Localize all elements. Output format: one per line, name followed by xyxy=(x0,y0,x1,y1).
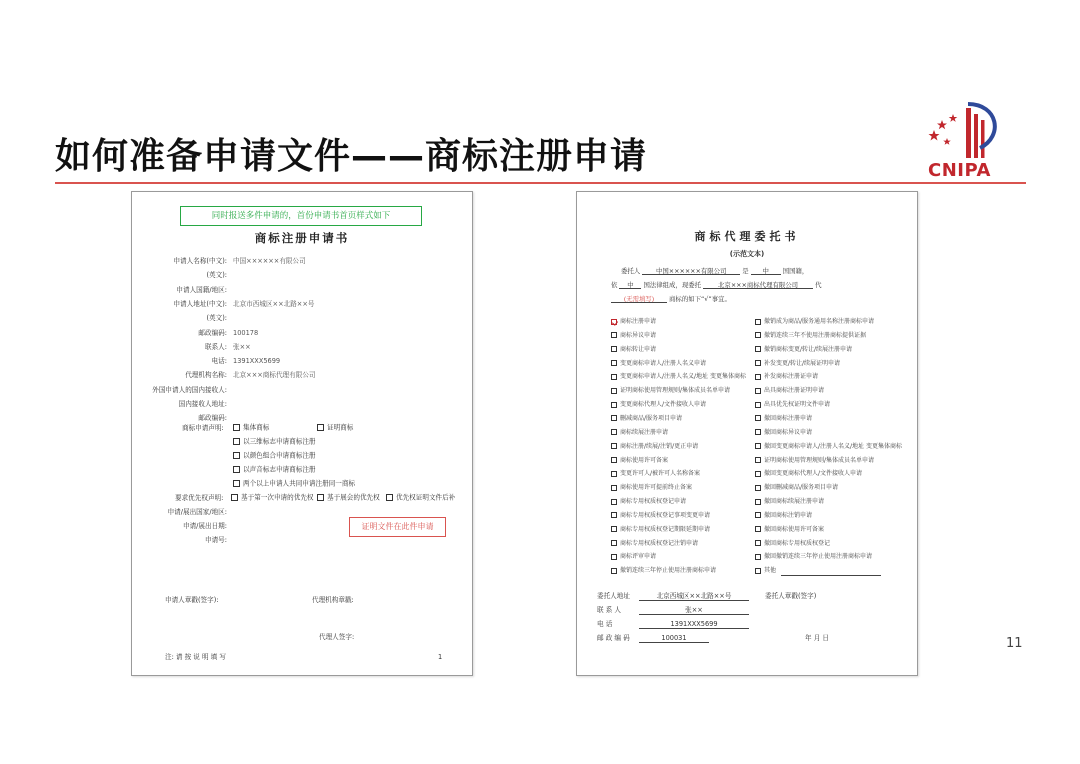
poa-item-label: 商标专用权质权登记申请 xyxy=(620,498,687,506)
poa-item[interactable] xyxy=(611,316,656,324)
poa-item-label: 撤销连续三年不使用注册商标提供证据 xyxy=(764,331,867,339)
poa-phone-value: 1391XXX5699 xyxy=(639,621,749,629)
form-field-row xyxy=(132,258,472,267)
checkbox[interactable] xyxy=(611,402,617,408)
poa-item[interactable] xyxy=(755,330,866,338)
poa-item[interactable] xyxy=(755,385,824,393)
poa-item[interactable] xyxy=(755,371,818,379)
poa-item-label: 撤销商标变更/转让/续展注册申请 xyxy=(764,345,853,353)
form-field-row xyxy=(132,315,472,324)
poa-item-label: 撤回撤销连续三年停止使用注册商标申请 xyxy=(764,553,873,561)
agency-power-of-attorney xyxy=(576,191,918,676)
slide-title: 如何准备申请文件——商标注册申请 xyxy=(55,136,648,177)
form-field-row xyxy=(132,358,472,367)
poa-item-label: 出具商标注册证明申请 xyxy=(764,387,825,395)
field-value[interactable]: 中国××××××有限公司 xyxy=(233,257,306,265)
poa-phone-label: 电 话 xyxy=(597,620,613,628)
field-label: 邮政编码: xyxy=(198,328,227,337)
checkbox[interactable] xyxy=(611,568,617,574)
form-field-row xyxy=(132,272,472,281)
type-label: 商标申请声明: xyxy=(182,424,224,432)
applicant-signature: 申请人章戳(签字): xyxy=(165,596,219,604)
poa-item-label: 商标专用权质权登记注销申请 xyxy=(620,539,699,547)
checkbox[interactable] xyxy=(755,332,761,338)
poa-line-3: (无需填写) 商标的如下“√”事宜。 xyxy=(611,296,731,303)
poa-item-label: 证明商标使用管理规则/集体成员名单申请 xyxy=(764,456,875,464)
poa-item-label: 撤回商标专用权质权登记 xyxy=(764,539,831,547)
lower-field-date: 申请/展出日期: xyxy=(182,522,227,530)
checkbox[interactable] xyxy=(755,443,761,449)
poa-item[interactable] xyxy=(755,551,872,559)
poa-item-label: 变更商标申请人/注册人名义/地址 变更集体商标 xyxy=(620,373,746,381)
field-label: 国内接收人地址: xyxy=(178,400,227,408)
poa-item[interactable] xyxy=(611,551,656,559)
priority-label: 要求优先权声明: xyxy=(175,494,224,502)
poa-item[interactable] xyxy=(755,482,838,490)
title-divider xyxy=(55,182,1026,184)
poa-item-label: 撤回删减商品/服务项目申请 xyxy=(764,484,839,492)
lower-field-number: 申请号: xyxy=(204,536,227,544)
logo-text: CNIPA xyxy=(928,160,991,181)
field-label: 申请人地址(中文): xyxy=(173,299,227,308)
checkbox[interactable] xyxy=(755,388,761,394)
poa-item[interactable] xyxy=(611,510,710,518)
form-field-row xyxy=(132,287,472,296)
form-field-row xyxy=(132,415,472,424)
poa-item-label: 补发商标注册证申请 xyxy=(764,373,819,381)
checkbox[interactable] xyxy=(755,346,761,352)
checkbox[interactable] xyxy=(233,452,240,459)
field-label: (英文): xyxy=(206,271,227,280)
poa-item-label: 商标续展注册申请 xyxy=(620,428,669,436)
lower-field-country: 申请/展出国家/地区: xyxy=(167,508,227,516)
poa-item-label: 商标注册/续展/注销/更正申请 xyxy=(620,442,699,450)
notice-box: 同时报送多件申请的，首份申请书首页样式如下 xyxy=(180,206,422,226)
poa-line-1: 委托人 中国××××××有限公司 是 中 国国籍， xyxy=(621,267,809,275)
poa-item-label: 变更许可人/被许可人名称备案 xyxy=(620,470,701,478)
field-label: 代理机构名称: xyxy=(185,371,227,380)
other-underline xyxy=(781,575,881,576)
checkbox[interactable] xyxy=(755,526,761,532)
poa-line-2: 依 中 国法律组成，现委托 北京×××商标代理有限公司 代 xyxy=(611,281,822,289)
poa-item[interactable] xyxy=(611,330,656,338)
poa-item[interactable] xyxy=(611,482,692,490)
field-value[interactable]: 100178 xyxy=(233,328,259,337)
poa-contact-label: 联 系 人 xyxy=(597,606,621,614)
poa-item-label: 商标转让申请 xyxy=(620,345,657,353)
poa-item[interactable] xyxy=(755,427,812,435)
checkbox[interactable] xyxy=(755,540,761,546)
checkbox[interactable] xyxy=(755,485,761,491)
poa-postcode-label: 邮 政 编 码 xyxy=(597,634,630,642)
form-field-row xyxy=(132,301,472,310)
form-footer-note: 注: 请 按 说 明 填 写 xyxy=(165,653,226,661)
checkbox[interactable] xyxy=(755,429,761,435)
type-option-certification[interactable]: 证明商标 xyxy=(317,424,353,433)
checkbox[interactable] xyxy=(611,485,617,491)
checkbox[interactable] xyxy=(755,554,761,560)
poa-item-label: 商标注册申请 xyxy=(620,318,657,325)
agency-seal: 代理机构章戳: xyxy=(312,596,354,604)
field-value[interactable]: 张×× xyxy=(233,342,251,351)
poa-item-label: 撤回商标注销申请 xyxy=(764,511,813,519)
checkbox[interactable] xyxy=(611,429,617,435)
checkbox[interactable] xyxy=(611,360,617,366)
checkbox[interactable] xyxy=(755,568,761,574)
poa-item[interactable] xyxy=(611,371,746,379)
poa-item[interactable] xyxy=(611,565,716,573)
checkbox[interactable] xyxy=(611,415,617,421)
field-label: 邮政编码: xyxy=(198,414,227,423)
poa-item-label: 撤回商标续展注册申请 xyxy=(764,498,825,506)
poa-item[interactable] xyxy=(755,344,852,352)
form-field-row xyxy=(132,330,472,339)
poa-date: 年 月 日 xyxy=(805,634,829,642)
type-option-collective[interactable]: 集体商标 xyxy=(233,424,269,433)
poa-item-label: 变更商标申请人/注册人名义申请 xyxy=(620,359,707,367)
field-label: (英文): xyxy=(206,314,227,323)
field-value[interactable]: 北京市西城区××北路××号 xyxy=(233,299,315,308)
poa-address-value: 北京西城区××北路××号 xyxy=(639,593,749,601)
form-title: 商标注册申请书 xyxy=(254,231,350,245)
field-value[interactable]: 1391XXX5699 xyxy=(233,357,281,366)
poa-item[interactable] xyxy=(755,565,776,573)
checkbox[interactable] xyxy=(755,415,761,421)
trademark-application-form xyxy=(131,191,473,676)
checkbox[interactable] xyxy=(611,526,617,532)
declaration-joint[interactable]: 两个以上申请人共同申请注册同一商标 xyxy=(233,480,355,489)
priority-doc-later[interactable]: 优先权证明文件后补 xyxy=(386,494,455,503)
checkbox[interactable] xyxy=(611,499,617,505)
poa-item-label: 撤销连续三年停止使用注册商标申请 xyxy=(620,567,717,575)
cnipa-emblem-icon xyxy=(920,100,1020,162)
poa-item[interactable] xyxy=(611,399,706,407)
poa-postcode-value: 100031 xyxy=(639,635,709,643)
poa-item[interactable] xyxy=(755,413,812,421)
checkbox[interactable] xyxy=(611,540,617,546)
poa-subtitle: (示范文本) xyxy=(729,250,765,258)
poa-item[interactable] xyxy=(755,510,812,518)
poa-item-label: 商标使用许可备案 xyxy=(620,456,669,464)
checkbox[interactable] xyxy=(755,471,761,477)
poa-item-label: 出具优先权证明文件申请 xyxy=(764,401,831,409)
checkbox[interactable] xyxy=(755,457,761,463)
field-label: 申请人国籍/地区: xyxy=(176,285,227,294)
poa-item-label: 撤回商标异议申请 xyxy=(764,428,813,436)
poa-item-label: 商标专用权质权登记期限延期申请 xyxy=(620,525,711,533)
poa-item[interactable] xyxy=(611,441,698,449)
poa-item[interactable] xyxy=(755,358,840,366)
checkbox[interactable] xyxy=(233,466,240,473)
agent-signature: 代理人签字: xyxy=(319,633,355,641)
form-field-row xyxy=(132,387,472,396)
poa-item-label: 撤回商标注册申请 xyxy=(764,414,813,422)
checkbox[interactable] xyxy=(231,494,238,501)
poa-item[interactable] xyxy=(611,524,710,532)
declaration-3d[interactable]: 以三维标志申请商标注册 xyxy=(233,438,316,447)
poa-item-label: 商标异议申请 xyxy=(620,331,657,339)
poa-item-label: 商标专用权质权登记事项变更申请 xyxy=(620,511,711,519)
field-label: 外国申请人的国内接收人: xyxy=(152,385,227,394)
checkbox[interactable] xyxy=(611,374,617,380)
poa-item[interactable] xyxy=(611,385,730,393)
checkbox[interactable] xyxy=(611,471,617,477)
poa-item-label: 撤回变更商标代理人/文件接收人申请 xyxy=(764,470,863,478)
form-page-number: 1 xyxy=(438,653,443,661)
poa-item-label: 变更商标代理人/文件接收人申请 xyxy=(620,401,707,409)
declaration-sound[interactable]: 以声音标志申请商标注册 xyxy=(233,466,316,475)
poa-item[interactable] xyxy=(755,468,862,476)
poa-item-label: 补发变更/转让/续展证明申请 xyxy=(764,359,841,367)
poa-address-label: 委托人地址 xyxy=(597,592,630,600)
page-number: 11 xyxy=(1006,636,1023,651)
checkbox[interactable] xyxy=(755,512,761,518)
poa-item[interactable] xyxy=(755,524,824,532)
priority-exhibition[interactable]: 基于展会的优先权 xyxy=(317,494,380,503)
checkbox[interactable] xyxy=(755,499,761,505)
poa-item-label: 商标使用许可提前终止备案 xyxy=(620,484,693,492)
poa-item-label: 撤回变更商标申请人/注册人名义/地址 变更集体商标 xyxy=(764,442,902,450)
poa-item[interactable] xyxy=(611,427,668,435)
field-label: 电话: xyxy=(211,357,227,366)
poa-item-label: 撤回商标使用许可备案 xyxy=(764,525,825,533)
checkbox[interactable] xyxy=(317,494,324,501)
checkbox[interactable] xyxy=(611,443,617,449)
poa-item[interactable] xyxy=(755,316,874,324)
poa-item-label: 删减商品/服务项目申请 xyxy=(620,414,683,422)
poa-item-label: 证明商标使用管理规则/集体成员名单申请 xyxy=(620,387,731,395)
poa-title: 商标代理委托书 xyxy=(694,230,800,243)
checkbox[interactable] xyxy=(386,494,393,501)
field-label: 联系人: xyxy=(204,342,227,351)
certificate-note: 证明文件在此件申请 xyxy=(349,517,446,537)
declaration-color[interactable]: 以颜色组合申请商标注册 xyxy=(233,452,316,461)
poa-item[interactable] xyxy=(755,538,830,546)
priority-first-filing[interactable]: 基于第一次申请的优先权 xyxy=(231,494,314,503)
checkbox[interactable] xyxy=(611,388,617,394)
checked-checkbox[interactable] xyxy=(611,319,617,325)
poa-signature: 委托人章戳(签字) xyxy=(765,592,817,600)
poa-item-label: 商标评审申请 xyxy=(620,553,657,561)
poa-item[interactable] xyxy=(611,455,668,463)
form-field-row xyxy=(132,344,472,353)
poa-item[interactable] xyxy=(755,455,874,463)
checkbox[interactable] xyxy=(611,554,617,560)
checkbox[interactable] xyxy=(755,402,761,408)
form-field-row xyxy=(132,372,472,381)
checkbox[interactable] xyxy=(611,346,617,352)
form-field-row xyxy=(132,401,472,410)
poa-item[interactable] xyxy=(611,496,686,504)
poa-item[interactable] xyxy=(755,496,824,504)
poa-item-label: 撤销成为商品/服务通用名称注册商标申请 xyxy=(764,318,875,325)
checkbox[interactable] xyxy=(317,424,324,431)
checkbox[interactable] xyxy=(611,332,617,338)
checkbox[interactable] xyxy=(611,457,617,463)
checkbox[interactable] xyxy=(233,438,240,445)
checkbox[interactable] xyxy=(755,360,761,366)
field-value[interactable]: 北京×××商标代理有限公司 xyxy=(233,371,316,380)
poa-item[interactable] xyxy=(611,344,656,352)
field-label: 申请人名称(中文): xyxy=(173,257,227,265)
poa-item[interactable] xyxy=(755,441,902,449)
poa-item[interactable] xyxy=(611,468,700,476)
poa-item[interactable] xyxy=(611,538,698,546)
poa-item[interactable] xyxy=(611,358,706,366)
poa-item[interactable] xyxy=(611,413,682,421)
checkbox[interactable] xyxy=(755,319,761,325)
cnipa-logo xyxy=(920,100,1020,182)
checkbox[interactable] xyxy=(233,424,240,431)
poa-contact-value: 张×× xyxy=(639,607,749,615)
checkbox[interactable] xyxy=(611,512,617,518)
poa-item[interactable] xyxy=(755,399,830,407)
checkbox[interactable] xyxy=(755,374,761,380)
poa-item-label: 其他 xyxy=(764,567,777,575)
checkbox[interactable] xyxy=(233,480,240,487)
